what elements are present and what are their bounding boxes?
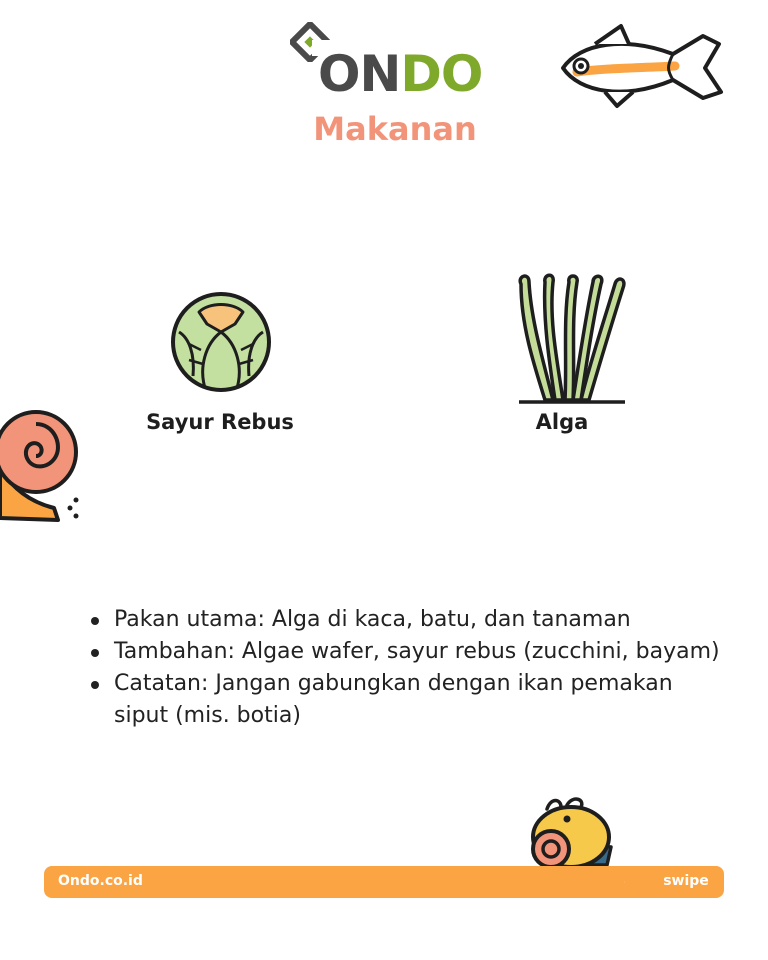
brand-logo bbox=[318, 46, 482, 102]
snail-icon bbox=[527, 795, 617, 873]
list-item: Catatan: Jangan gabungkan dengan ikan pemakan siput (mis. botia) bbox=[90, 668, 730, 732]
list-item: Pakan utama: Alga di kaca, batu, dan tanaman bbox=[90, 604, 730, 636]
cabbage-icon bbox=[165, 288, 277, 392]
logo-text-do: DO bbox=[400, 45, 483, 103]
fish-icon bbox=[555, 18, 727, 110]
algae-icon bbox=[513, 270, 631, 406]
footer-url-link[interactable]: Ondo.co.id bbox=[58, 873, 143, 889]
food-label-sayur-rebus: Sayur Rebus bbox=[146, 410, 294, 434]
logo-text-on: ON bbox=[318, 45, 401, 103]
food-label-alga: Alga bbox=[535, 410, 589, 434]
list-item: Tambahan: Algae wafer, sayur rebus (zucchini, bayam) bbox=[90, 636, 730, 668]
page-title: Makanan bbox=[313, 110, 477, 148]
snail-icon bbox=[0, 402, 84, 524]
notes-list bbox=[90, 604, 730, 732]
swipe-label[interactable]: swipe bbox=[663, 873, 709, 889]
